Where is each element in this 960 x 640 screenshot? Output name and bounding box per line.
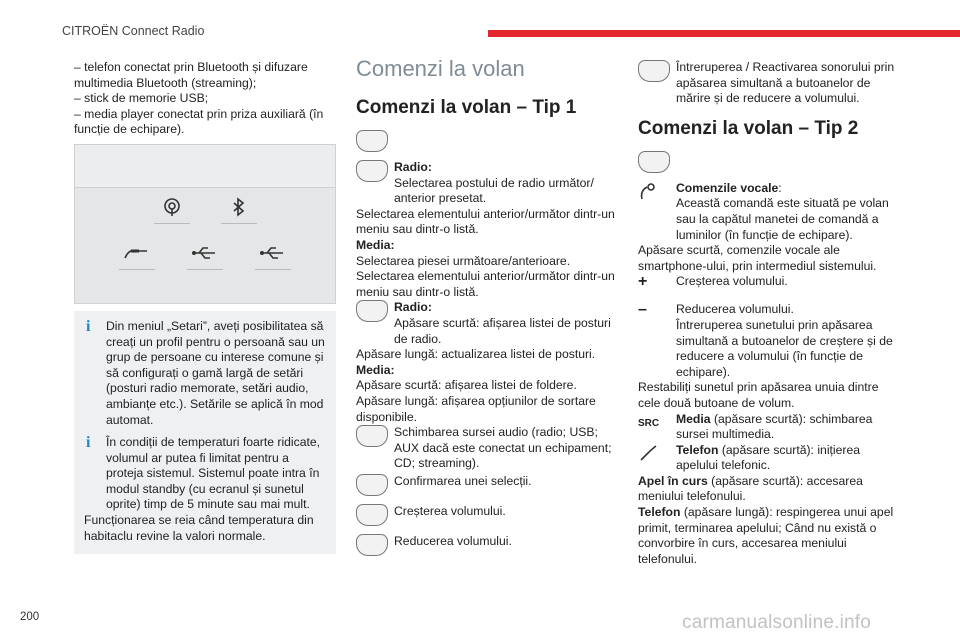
column-middle [356, 56, 618, 564]
control-row: Confirmarea unei selecții. [356, 474, 618, 504]
src-icon: SRC [638, 417, 660, 429]
control-row: Reducerea volumului. [356, 534, 618, 564]
control-row: Radio: Apăsare scurtă: afișarea listei de posturi de radio. [356, 300, 618, 347]
body-text: (apăsare lungă): respingerea unui apel primit, terminarea apelului; Când nu există o convorbire în curs, accesarea meniului telefonului. [638, 505, 894, 566]
steering-wheel-icon [638, 151, 670, 173]
icon-underline [154, 223, 190, 224]
info-box-temperature [74, 427, 336, 554]
header-accent-bar [488, 30, 960, 37]
body-label: Media: [356, 362, 395, 377]
body-label: Media: [356, 237, 395, 252]
body-text: Selectarea piesei următoare/anterioare. [356, 253, 571, 268]
section-title: Comenzi la volan [356, 56, 525, 81]
body-label: Telefon [638, 505, 681, 520]
voice-command-icon [638, 181, 672, 205]
page-number: 200 [20, 611, 40, 623]
list-item: – telefon conectat prin Bluetooth și difuzare multimedia Bluetooth (streaming); [74, 60, 308, 90]
column-right [638, 60, 900, 567]
icon-underline [255, 269, 291, 270]
body-label: Apel în curs [638, 473, 708, 488]
control-row: Întreruperea / Reactivarea sonorului prin apăsarea simultană a butoanelor de mărire și de reducere a volumului. [638, 60, 900, 107]
list-item: – media player conectat prin priza auxiliară (în funcție de echipare). [74, 106, 324, 137]
wheel-button-icon [638, 60, 672, 84]
control-row: – Reducerea volumului. Întreruperea sunetului prin apăsarea simultană a butoanelor de creștere și de reducere a volumului (în funcție de echipare). [638, 301, 893, 379]
control-row: + Creșterea volumului. [638, 274, 900, 302]
body-text: Apăsare lungă: actualizarea listei de posturi. [356, 347, 596, 362]
info-icon: i [86, 434, 91, 451]
watermark: carmanualsonline.info [682, 612, 872, 633]
usb-icon [187, 245, 221, 269]
body-text: Selectarea elementului anterior/următor dintr-un meniu sau dintr-o listă. [356, 206, 615, 237]
plus-icon: + [638, 273, 648, 291]
control-row: SRC Media (apăsare scurtă): schimbarea sursei multimedia. [638, 411, 873, 442]
wheel-button-icon [356, 504, 390, 528]
section-subtitle: Comenzi la volan – Tip 2 [638, 117, 859, 139]
info-text: Funcționarea se reia când temperatura din habitaclu revine la valori normale. [84, 512, 314, 543]
section-subtitle: Comenzi la volan – Tip 1 [356, 97, 577, 118]
screen-strip [75, 166, 335, 188]
bluetooth-icon [222, 197, 256, 221]
control-row: Radio: Selectarea postului de radio următor/ anterior presetat. [356, 160, 618, 207]
body-text: Selectarea elementului anterior/următor dintr-un meniu sau dintr-o listă. [356, 269, 615, 299]
icon-underline [119, 269, 155, 270]
minus-icon: – [638, 301, 647, 319]
jack-icon [119, 245, 153, 269]
control-row: Comenzile vocale: Această comandă este situată pe volan sau la capătul manetei de comandă a luminilor (în funcție de echipare). [638, 181, 900, 243]
info-text: În condiții de temperaturi foarte ridicate, volumul ar putea fi limitat pentru a proteja sistemul. Sistemul poate intra în modul standby (cu ecranul și sunetul oprite) timp de 5 minute sau mai mult. [106, 435, 321, 512]
aux-icon [155, 197, 189, 221]
info-text: Din meniul „Setari”, aveți posibilitatea să creați un profil pentru o persoană sau un grup de persoane cu interese comune și să configurați o gamă largă de setări (posturi radio memorate, setări audio, ambianțe etc.). Setările se aplică în mod automat. [106, 319, 325, 427]
info-box-profiles [74, 311, 336, 438]
control-row: Schimbarea sursei audio (radio; USB; AUX dacă este conectat un echipament; CD; streaming). [356, 425, 618, 472]
column-left [74, 60, 336, 138]
body-text: Apăsare scurtă: afișarea listei de foldere. [356, 378, 577, 393]
body-text: (apăsare scurtă): accesarea meniului telefonului. [638, 473, 863, 504]
icon-underline [187, 269, 223, 270]
icon-underline [221, 223, 257, 224]
body-text: Apăsare lungă: afișarea opțiunilor de sortare disponibile. [356, 393, 596, 424]
list-item: – stick de memorie USB; [74, 91, 209, 106]
body-text: Restabiliți sunetul prin apăsarea unuia dintre cele două butoane de volum. [638, 380, 879, 410]
media-source-screen [74, 144, 336, 304]
wheel-button-icon [356, 474, 390, 498]
steering-wheel-image [356, 130, 618, 160]
wheel-button-icon [356, 425, 390, 449]
steering-wheel-image [638, 151, 900, 181]
control-row: Creșterea volumului. [356, 504, 618, 534]
wheel-button-icon [356, 534, 390, 558]
info-icon: i [86, 318, 91, 335]
body-text: Apăsare scurtă, comenzile vocale ale smartphone-ului, prin intermediul sistemului. [638, 243, 877, 273]
header-title: CITROËN Connect Radio [62, 24, 205, 38]
steering-wheel-icon [356, 130, 388, 152]
usb-icon [255, 245, 289, 269]
wheel-button-icon [356, 160, 390, 184]
wheel-button-icon [356, 300, 390, 324]
screen-strip [75, 145, 335, 167]
phone-icon [638, 443, 672, 467]
control-row: Telefon (apăsare scurtă): inițierea apelului telefonic. [638, 443, 900, 474]
